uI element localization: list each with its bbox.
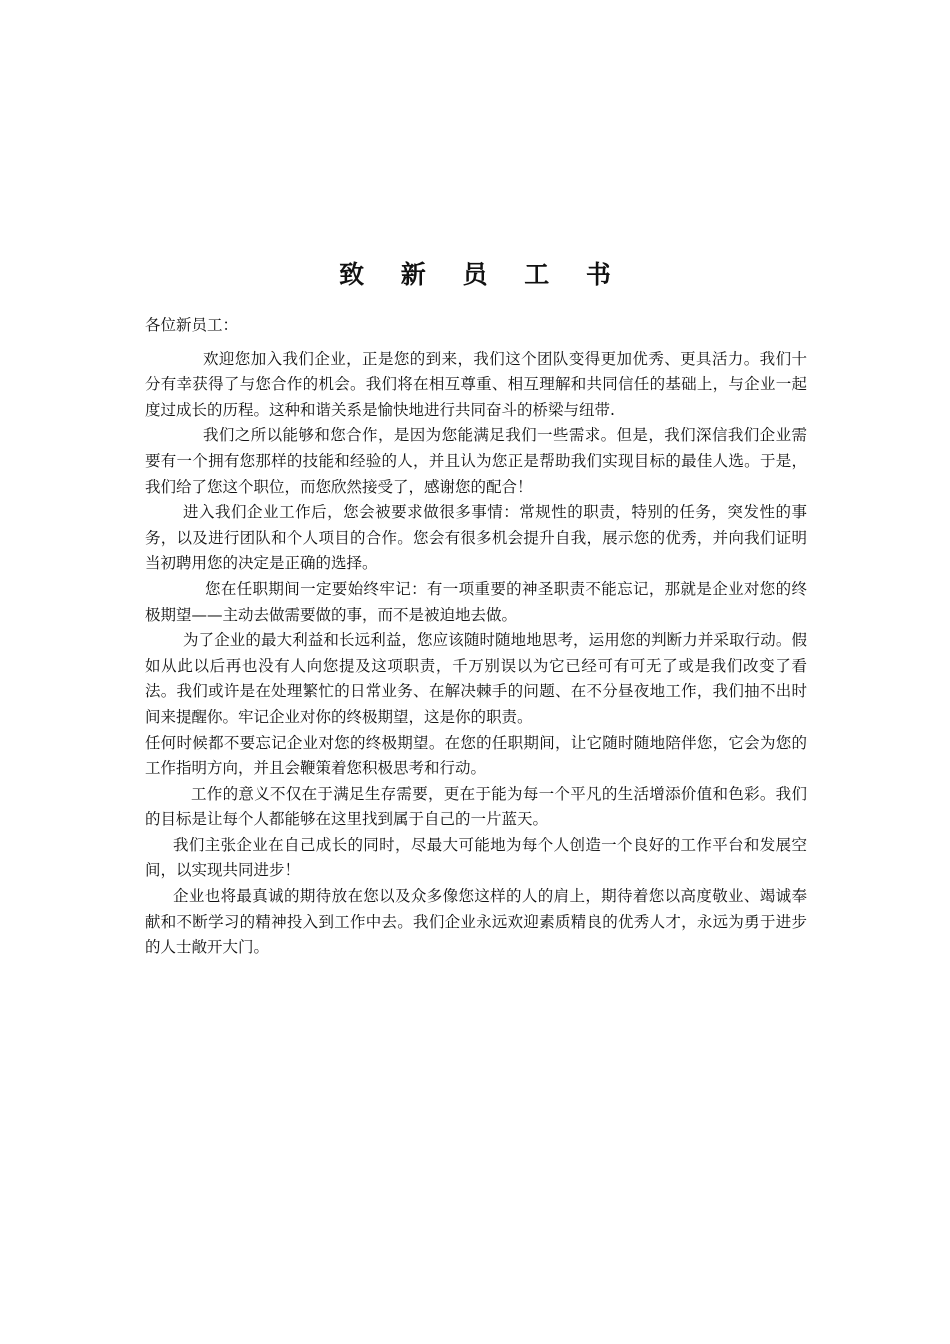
paragraph-welcome: 欢迎您加入我们企业，正是您的到来，我们这个团队变得更加优秀、更具活力。我们十分有幸获得了与您合作的机会。我们将在相互尊重、相互理解和共同信任的基础上，与企业一起度过成长的历程。这种和谐关系是愉快地进行共同奋斗的桥梁与纽带.: [145, 349, 807, 419]
paragraph-cooperation: 我们之所以能够和您合作，是因为您能满足我们一些需求。但是，我们深信我们企业需要有一个拥有您那样的技能和经验的人，并且认为您正是帮助我们实现目标的最佳人选。于是，我们给了您这个职位，而您欣然接受了，感谢您的配合！: [145, 426, 807, 496]
paragraph-remember: 您在任职期间一定要始终牢记：有一项重要的神圣职责不能忘记，那就是企业对您的终极期望——主动去做需要做的事，而不是被迫地去做。: [145, 579, 807, 624]
salutation: 各位新员工：: [145, 316, 239, 334]
paragraph-duties: 进入我们企业工作后，您会被要求做很多事情：常规性的职责，特别的任务，突发性的事务，以及进行团队和个人项目的合作。您会有很多机会提升自我，展示您的优秀，并向我们证明当初聘用您的决定是正确的选择。: [145, 503, 807, 573]
paragraph-never-forget: 任何时候都不要忘记企业对您的终极期望。在您的任职期间，让它随时随地陪伴您，它会为您的工作指明方向，并且会鞭策着您积极思考和行动。: [145, 733, 807, 778]
letter-body: [145, 313, 807, 961]
paragraph-meaning: 工作的意义不仅在于满足生存需要，更在于能为每一个平凡的生活增添价值和色彩。我们的目标是让每个人都能够在这里找到属于自己的一片蓝天。: [145, 784, 807, 829]
paragraph-judgement: 为了企业的最大利益和长远利益，您应该随时随地地思考，运用您的判断力并采取行动。假如从此以后再也没有人向您提及这项职责，千万别误以为它已经可有可无了或是我们改变了看法。我们或许是在处理繁忙的日常业务、在解决棘手的问题、在不分昼夜地工作，我们抽不出时间来提醒你。牢记企业对你的终极期望，这是你的职责。: [145, 631, 807, 726]
document-title: 致 新 员 工 书: [339, 260, 625, 289]
paragraph-growth: 我们主张企业在自己成长的同时，尽最大可能地为每个人创造一个良好的工作平台和发展空间，以实现共同进步！: [145, 835, 807, 880]
paragraph-expectation: 企业也将最真诚的期待放在您以及众多像您这样的人的肩上，期待着您以高度敬业、竭诚奉献和不断学习的精神投入到工作中去。我们企业永远欢迎素质精良的优秀人才，永远为勇于进步的人士敞开大门。: [145, 887, 807, 957]
